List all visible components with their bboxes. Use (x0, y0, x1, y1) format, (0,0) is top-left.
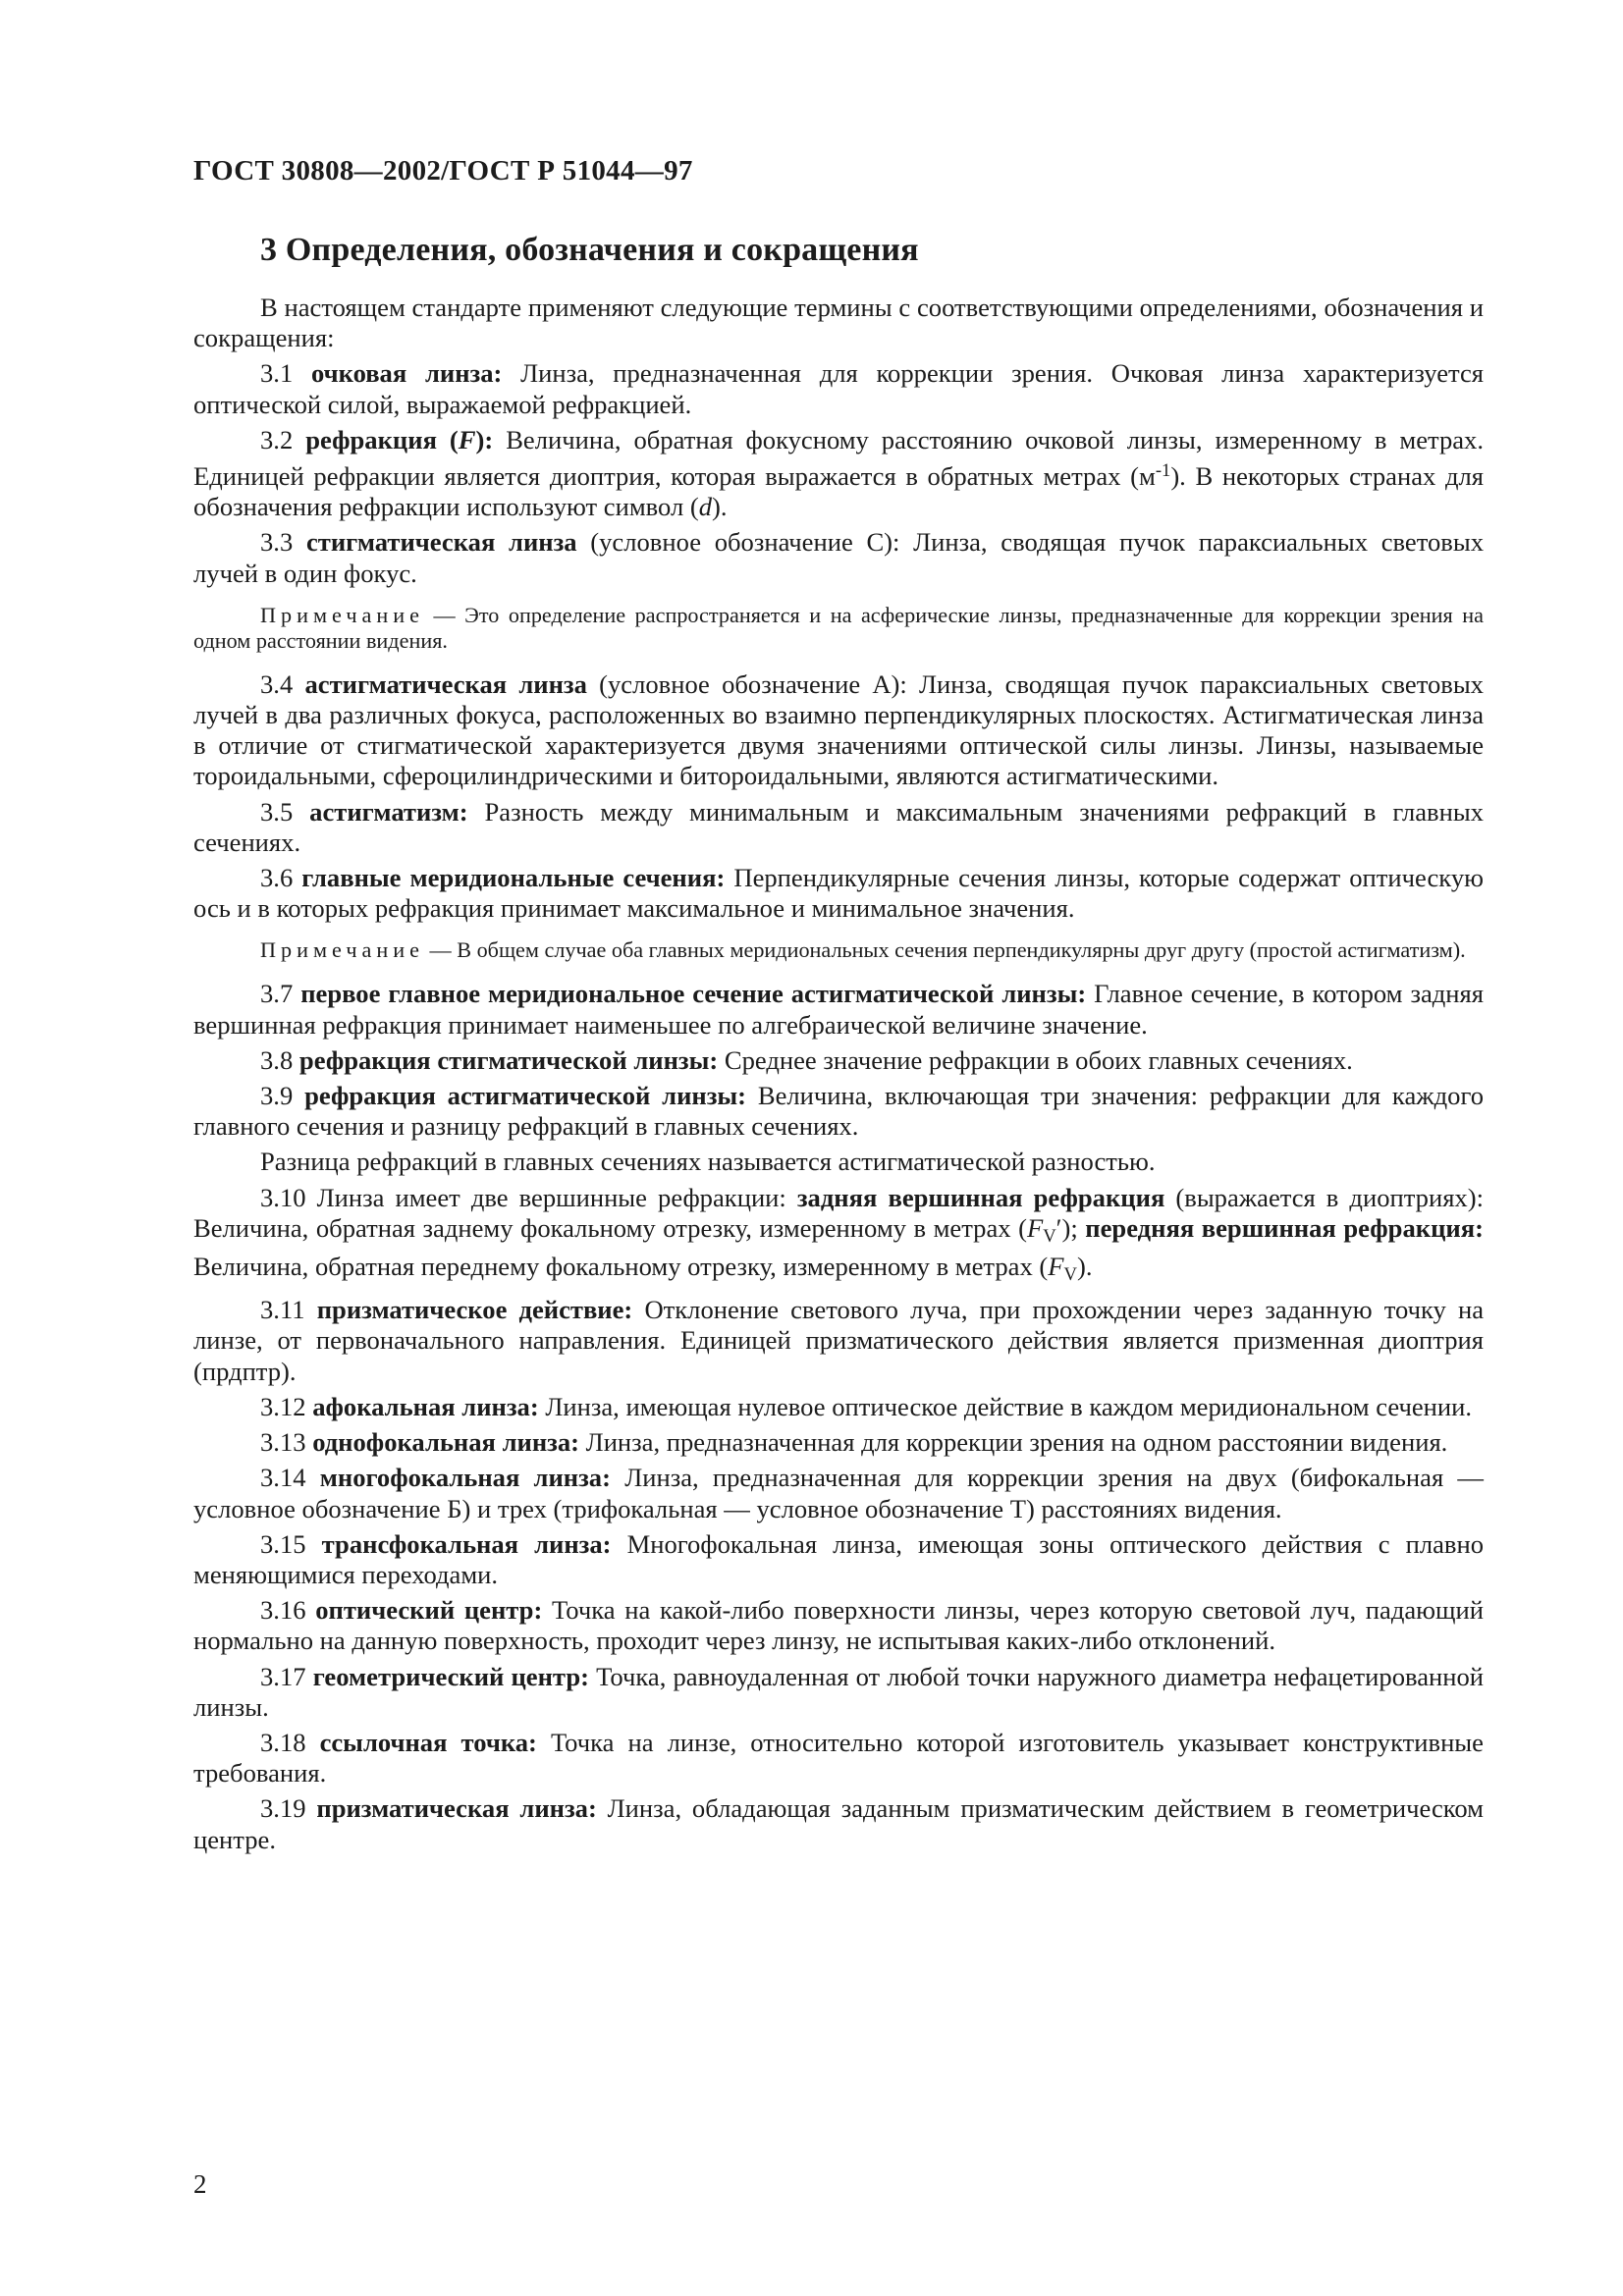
definition-3-1: 3.1 очковая линза: Линза, предназначенная для коррекции зрения. Очковая линза характеризуется оптической силой, выражаемой рефракцией. (193, 358, 1484, 419)
definition-3-9-extra: Разница рефракций в главных сечениях называется астигматической разностью. (260, 1147, 1156, 1177)
definition-3-19: 3.19 призматическая линза: Линза, обладающая заданным призматическим действием в геометрическом центре. (193, 1793, 1484, 1854)
definition-3-14: 3.14 многофокальная линза: Линза, предназначенная для коррекции зрения на двух (бифокальная — условное обозначение Б) и трех (трифокальная — условное обозначение Т) расстояниях видения. (193, 1463, 1484, 1523)
definition-3-6: 3.6 главные меридиональные сечения: Перпендикулярные сечения линзы, которые содержат оптическую ось и в которых рефракция принимает максимальное и минимальное значения. (193, 863, 1484, 924)
page-number: 2 (193, 2169, 207, 2199)
definition-3-9: 3.9 рефракция астигматической линзы: Величина, включающая три значения: рефракции для каждого главного сечения и разницу рефракций в главных сечениях. (193, 1081, 1484, 1142)
note-2: Примечание — В общем случае оба главных меридиональных сечения перпендикулярны друг другу (простой астигматизм). (260, 937, 1466, 963)
definition-3-2: 3.2 рефракция (F): Величина, обратная фокусному расстоянию очковой линзы, измеренному в метрах. Единицей рефракции является диоптрия, которая выражается в обратных метрах $(м^{-1})$. В некоторых странах для обозначения рефракции используют символ (d). (193, 424, 1485, 522)
document-body (193, 293, 1484, 1860)
intro-paragraph: В настоящем стандарте применяют следующие термины с соответствующими определениями, обозначения и сокращения: (193, 293, 1484, 353)
definition-3-4: 3.4 астигматическая линза (условное обозначение А): Линза, сводящая пучок параксиальных световых лучей в два различных фокуса, расположенных во взаимно перпендикулярных плоскостях. Астигматическая линза в отличие от стигматической характеризуется двумя значениями оптической силы линзы. Линзы, называемые тороидальными, сфероцилиндрическими и битороидальными, являются астигматическими. (193, 668, 1484, 791)
definition-3-7: 3.7 первое главное меридиональное сечение астигматической линзы: Главное сечение, в котором задняя вершинная рефракция принимает наименьшее по алгебраической величине значение. (193, 979, 1484, 1040)
definition-3-15: 3.15 трансфокальная линза: Многофокальная линза, имеющая зоны оптического действия с плавно меняющимися переходами. (193, 1528, 1484, 1589)
definition-3-3: 3.3 стигматическая линза (условное обозначение С): Линза, сводящая пучок параксиальных световых лучей в один фокус. (193, 527, 1485, 588)
section-title: 3 Определения, обозначения и сокращения (260, 232, 919, 268)
definition-3-16: 3.16 оптический центр: Точка на какой-либо поверхности линзы, через которую световой луч, падающий нормально на данную поверхность, проходит через линзу, не испытывая каких-либо отклонений. (193, 1595, 1484, 1656)
document-header: ГОСТ 30808—2002/ГОСТ Р 51044—97 (193, 155, 693, 187)
definition-3-12: 3.12 афокальная линза: Линза, имеющая нулевое оптическое действие в каждом меридиональном сечении. (260, 1391, 1473, 1421)
definition-3-11: 3.11 призматическое действие: Отклонение светового луча, при прохождении через заданную точку на линзе, от первоначального направления. Единицей призматического действия является призменная диоптрия (прдптр). (193, 1295, 1485, 1386)
definition-3-8: 3.8 рефракция стигматической линзы: Среднее значение рефракции в обоих главных сечениях. (260, 1044, 1353, 1075)
definition-3-5: 3.5 астигматизм: Разность между минимальным и максимальным значениями рефракций в главных сечениях. (193, 796, 1484, 857)
definition-3-10: 3.10 Линза имеет две вершинные рефракции: задняя вершинная рефракция (выражается в диоптриях): Величина, обратная заднему фокальному отрезку, измеренному в метрах $(F_V')$; передняя вершинная рефракция: Величина, обратная переднему фокальному отрезку, измеренному в метрах $(F_V)$. (193, 1182, 1484, 1286)
definition-3-13: 3.13 однофокальная линза: Линза, предназначенная для коррекции зрения на одном расстоянии видения. (260, 1427, 1448, 1458)
note-1: Примечание — Это определение распространяется и на асферические линзы, предназначенные для коррекции зрения на одном расстоянии видения. (193, 602, 1484, 653)
definition-3-17: 3.17 геометрический центр: Точка, равноудаленная от любой точки наружного диаметра нефацетированной линзы. (193, 1661, 1484, 1722)
definition-3-18: 3.18 ссылочная точка: Точка на линзе, относительно которой изготовитель указывает конструктивные требования. (193, 1727, 1484, 1789)
